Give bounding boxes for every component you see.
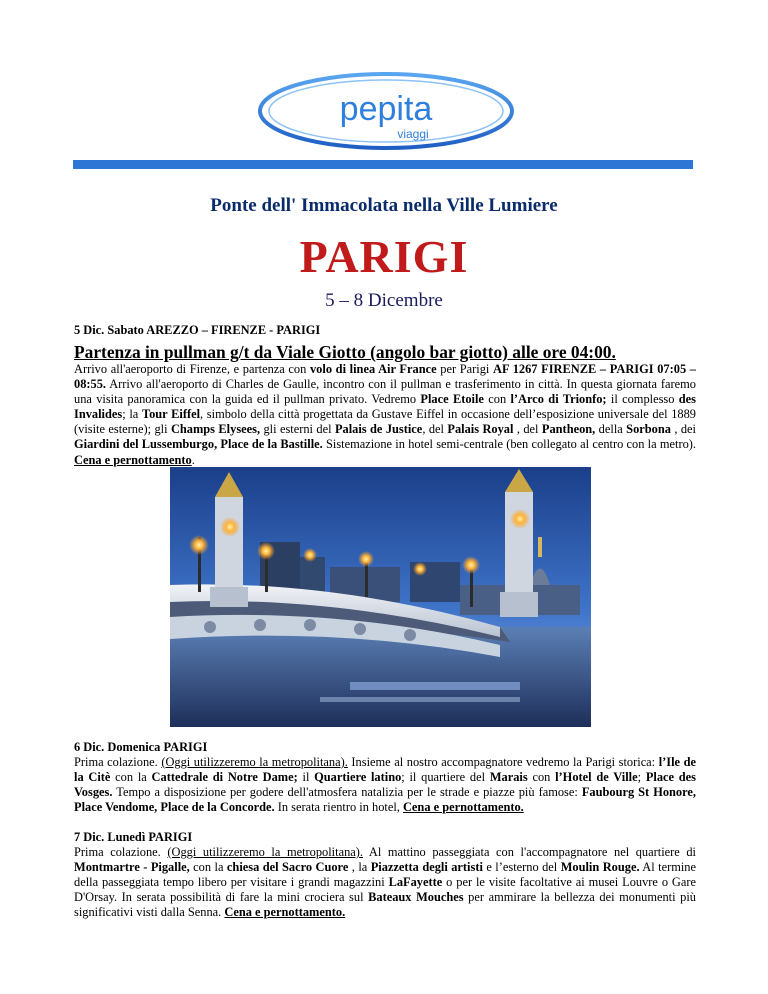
pepita-viaggi-logo (257, 72, 515, 150)
day3-description: Prima colazione. (Oggi utilizzeremo la metropolitana). Al mattino passeggiata con l'accompagnatore nel quartiere di Montmartre - Pigalle, con la chiesa del Sacro Cuore , la Piazzetta degli artisti e l’esterno del Moulin Rouge. Al termine della passeggiata tempo libero per visitare i grandi magazzini LaFayette o per le visite facoltative ai musei Louvre o Gare D'Orsay. In serata possibilità di fare la mini crociera sul Bateaux Mouches per ammirare la bellezza dei monumenti più significativi visti dalla Senna. Cena e pernottamento. (74, 845, 697, 920)
page-title: PARIGI (299, 231, 469, 282)
logo-brand: pepita (339, 90, 433, 128)
logo-tagline: viaggi (397, 127, 429, 141)
day2-heading: 6 Dic. Domenica PARIGI (74, 740, 208, 754)
trip-dates: 5 – 8 Dicembre (325, 290, 443, 311)
day3-heading: 7 Dic. Lunedì PARIGI (74, 830, 193, 844)
day1-heading: 5 Dic. Sabato AREZZO – FIRENZE - PARIGI (74, 323, 321, 337)
departure-line: Partenza in pullman g/t da Viale Giotto (angolo bar giotto) alle ore 04:00. (74, 342, 616, 362)
paris-bridge-photo (170, 467, 591, 727)
day2-description: Prima colazione. (Oggi utilizzeremo la metropolitana). Insieme al nostro accompagnatore vedremo la Parigi storica: l’Ile de la Citè con la Cattedrale di Notre Dame; il Quartiere latino; il quartiere del Marais con l’Hotel de Ville; Place des Vosges. Tempo a disposizione per godere dell'atmosfera natalizia per le strade e piazze più famose: Faubourg St Honore, Place Vendome, Place de la Concorde. In serata rientro in hotel, Cena e pernottamento. (74, 755, 697, 815)
page-subtitle: Ponte dell' Immacolata nella Ville Lumiere (210, 195, 558, 216)
header-divider (73, 160, 693, 169)
day1-description: Arrivo all'aeroporto di Firenze, e partenza con volo di linea Air France per Parigi AF 1267 FIRENZE – PARIGI 07:05 – 08:55. Arrivo all'aeroporto di Charles de Gaulle, incontro con il pullman e trasferimento in città. In questa giornata faremo una visita panoramica con la guida ed il pullman privato. Vedremo Place Etoile con l’Arco di Trionfo; il complesso des Invalides; la Tour Eiffel, simbolo della città progettata da Gustave Eiffel in occasione dell’esposizione universale del 1889 (visite esterne); gli Champs Elysees, gli esterni del Palais de Justice, del Palais Royal , del Pantheon, della Sorbona , dei Giardini del Lussemburgo, Place de la Bastille. Sistemazione in hotel semi-centrale (ben collegato al centro con la metro). Cena e pernottamento. (74, 362, 696, 467)
